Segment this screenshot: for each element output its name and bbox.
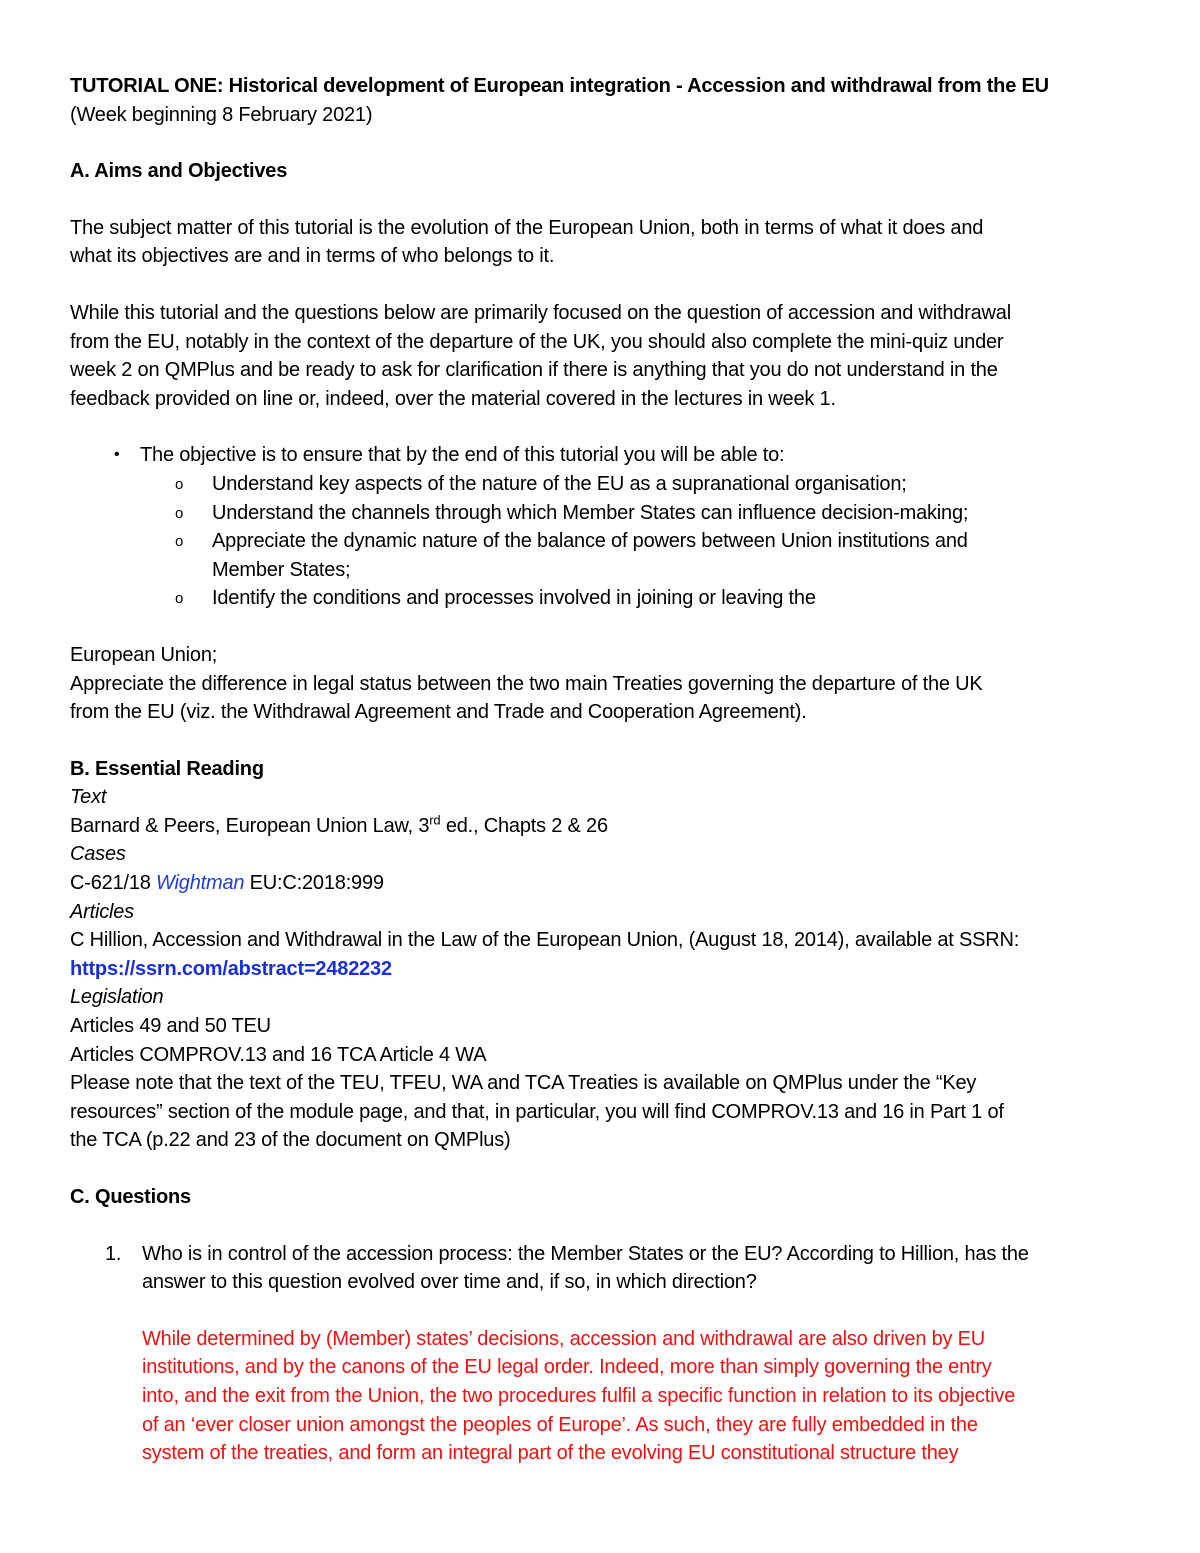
text-label: Text <box>70 786 107 809</box>
section-a-paragraph-2 <box>70 299 1132 413</box>
objective-sub-item <box>70 470 1132 499</box>
treaties-note <box>70 1069 1132 1155</box>
case-number: C-621/18 <box>70 872 157 895</box>
question-number: 1. <box>105 1242 122 1265</box>
question-1 <box>70 1240 1132 1297</box>
paragraph-line: from the EU, notably in the context of the departure of the UK, you should also complete the mini-quiz under <box>70 330 1004 353</box>
objective-bullet-text: The objective is to ensure that by the end of this tutorial you will be able to: <box>140 444 785 467</box>
answer-line: While determined by (Member) states’ decisions, accession and withdrawal are also driven by EU <box>142 1327 986 1350</box>
paragraph-line: While this tutorial and the questions below are primarily focused on the question of accession and withdrawal <box>70 301 1011 324</box>
section-a-paragraph-1 <box>70 214 1132 271</box>
question-line: Who is in control of the accession process: the Member States or the EU? According to Hillion, has the <box>142 1242 1029 1265</box>
answer-line: into, and the exit from the Union, the two procedures fulfil a specific function in relation to its objective <box>142 1384 1016 1407</box>
objective-bullet <box>70 441 1132 470</box>
article-reference: C Hillion, Accession and Withdrawal in the Law of the European Union, (August 18, 2014), available at SSRN: <box>70 929 1020 952</box>
bullet-icon: • <box>114 446 120 464</box>
articles-label: Articles <box>70 900 134 923</box>
ssrn-link[interactable]: https://ssrn.com/abstract=2482232 <box>70 957 392 980</box>
circle-bullet-icon: o <box>175 475 184 493</box>
answer-line: of an ‘ever closer union amongst the peoples of Europe’. As such, they are fully embedded in the <box>142 1413 978 1436</box>
edition-superscript: rd <box>429 812 441 828</box>
case-name: Wightman <box>156 872 245 895</box>
week-line: (Week beginning 8 February 2021) <box>70 103 373 126</box>
note-line: the TCA (p.22 and 23 of the document on QMPlus) <box>70 1129 511 1152</box>
section-a-heading: A. Aims and Objectives <box>70 160 288 183</box>
legislation-label: Legislation <box>70 986 164 1009</box>
paragraph-line: what its objectives are and in terms of who belongs to it. <box>70 245 555 268</box>
textbook-title: Barnard & Peers, European Union Law, 3 <box>70 814 430 837</box>
section-b-heading: B. Essential Reading <box>70 757 264 780</box>
case-ecli: EU:C:2018:999 <box>244 872 384 895</box>
answer-1 <box>70 1325 1132 1468</box>
paragraph-line: feedback provided on line or, indeed, over the material covered in the lectures in week 1. <box>70 387 836 410</box>
legislation-item: Articles 49 and 50 TEU <box>70 1015 271 1038</box>
section-c-heading: C. Questions <box>70 1186 191 1208</box>
objective-sub-item <box>70 499 1132 528</box>
paragraph-line: week 2 on QMPlus and be ready to ask for clarification if there is anything that you do not understand in the <box>70 359 998 382</box>
objective-sub-item <box>70 527 1132 584</box>
textbook-chapters: ed., Chapts 2 & 26 <box>440 814 608 837</box>
question-line: answer to this question evolved over time and, if so, in which direction? <box>142 1271 757 1294</box>
note-line: Please note that the text of the TEU, TFEU, WA and TCA Treaties is available on QMPlus under the “Key <box>70 1072 977 1095</box>
textbook-reference <box>70 812 1132 841</box>
continuation-line: European Union; <box>70 643 218 666</box>
circle-bullet-icon: o <box>175 504 184 522</box>
objective-sub-item <box>70 584 1132 613</box>
objective-sub-item-text: Understand key aspects of the nature of the EU as a supranational organisation; <box>212 472 907 495</box>
objective-sub-item-text: Member States; <box>212 558 351 581</box>
note-line: resources” section of the module page, and that, in particular, you will find COMPROV.13 and 16 in Part 1 of <box>70 1100 1004 1123</box>
answer-line: institutions, and by the canons of the EU legal order. Indeed, more than simply governing the entry <box>142 1356 992 1379</box>
objective-sub-item-text: Understand the channels through which Member States can influence decision-making; <box>212 501 969 524</box>
circle-bullet-icon: o <box>175 533 184 551</box>
paragraph-line: The subject matter of this tutorial is the evolution of the European Union, both in terms of what it does and <box>70 216 984 239</box>
objective-sub-item-text: Identify the conditions and processes involved in joining or leaving the <box>212 587 816 610</box>
document-page <box>70 72 1132 1468</box>
legislation-item: Articles COMPROV.13 and 16 TCA Article 4 WA <box>70 1043 487 1066</box>
answer-line: system of the treaties, and form an integral part of the evolving EU constitutional structure they <box>142 1442 959 1465</box>
continuation-line: from the EU (viz. the Withdrawal Agreement and Trade and Cooperation Agreement). <box>70 701 807 724</box>
case-reference <box>70 869 1132 898</box>
circle-bullet-icon: o <box>175 590 184 608</box>
cases-label: Cases <box>70 843 126 866</box>
continuation-line: Appreciate the difference in legal status between the two main Treaties governing the departure of the UK <box>70 672 983 695</box>
tutorial-title: TUTORIAL ONE: Historical development of European integration - Accession and withdrawal from the EU <box>70 75 1049 97</box>
objective-sub-item-text: Appreciate the dynamic nature of the balance of powers between Union institutions and <box>212 530 968 553</box>
